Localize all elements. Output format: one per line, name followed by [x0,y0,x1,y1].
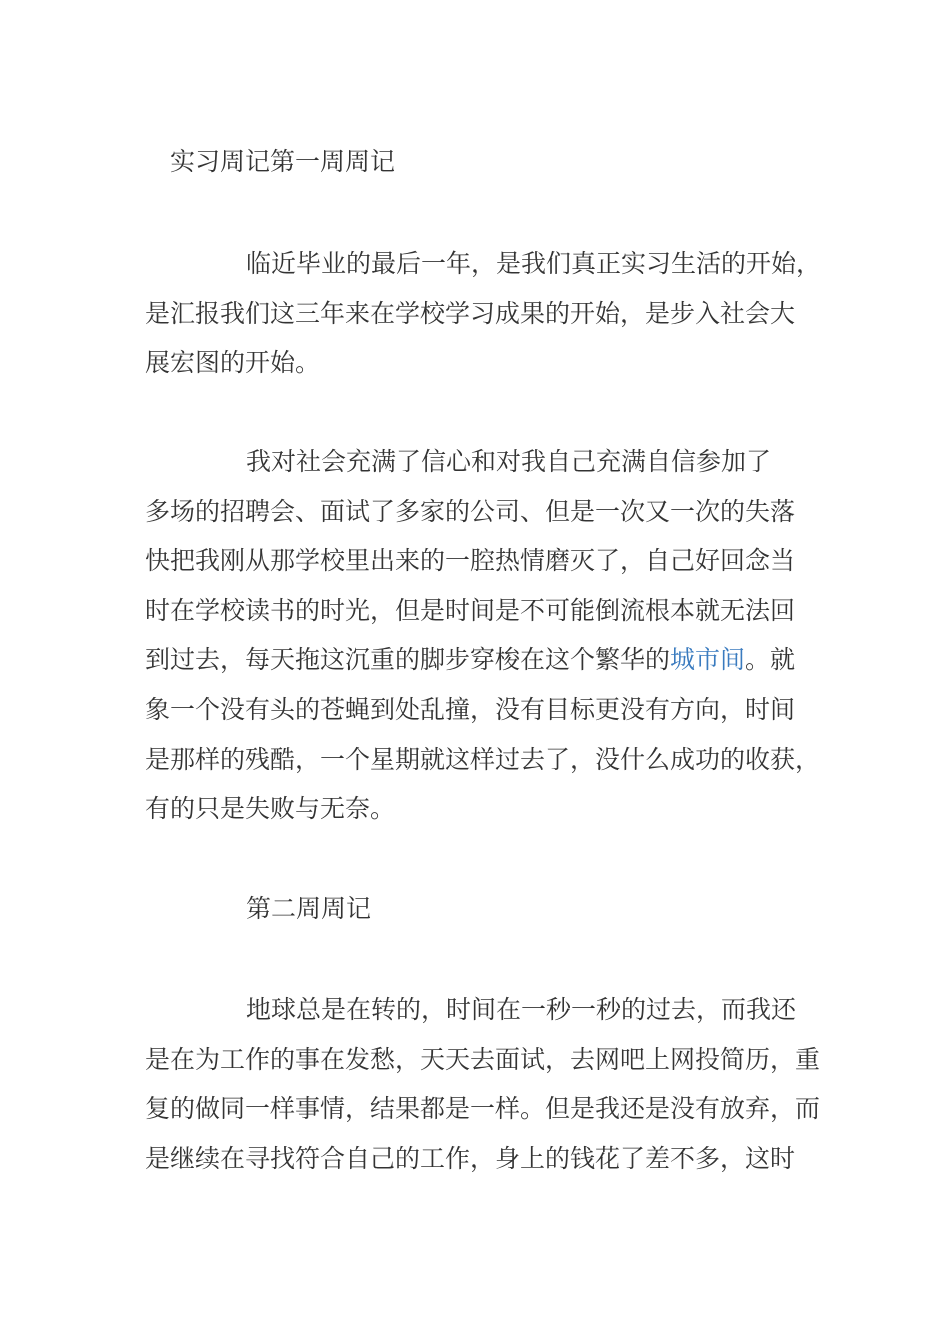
paragraph-line: 是那样的残酷，一个星期就这样过去了，没什么成功的收获， [145,744,821,774]
line-text: 。就 [745,645,796,675]
paragraph-line: 快把我刚从那学校里出来的一腔热情磨灭了，自己好回念当 [145,546,796,576]
paragraph-line: 我对社会充满了信心和对我自己充满自信参加了 [246,447,772,476]
paragraph-line: 象一个没有头的苍蝇到处乱撞，没有目标更没有方向，时间 [145,694,796,724]
document-title: 实习周记第一周周记 [170,147,396,176]
paragraph-line: 地球总是在转的，时间在一秒一秒的过去，而我还 [246,995,797,1024]
paragraph-3 [145,985,821,1183]
paragraph-2 [145,437,821,834]
paragraph-line: 时在学校读书的时光，但是时间是不可能倒流根本就无法回 [145,595,796,625]
section-heading-week2: 第二周周记 [246,894,372,923]
paragraph-line: 是继续在寻找符合自己的工作，身上的钱花了差不多，这时 [145,1143,796,1173]
city-link[interactable]: 城市间 [670,645,746,675]
paragraph-1 [145,239,822,388]
line-text: 到过去，每天拖这沉重的脚步穿梭在这个繁华的 [145,645,671,675]
paragraph-line: 复的做同一样事情，结果都是一样。但是我还是没有放弃，而 [145,1094,821,1124]
paragraph-line: 有的只是失败与无奈。 [145,794,396,824]
paragraph-line [145,635,813,685]
paragraph-line: 展宏图的开始。 [145,348,321,378]
paragraph-line: 是在为工作的事在发愁，天天去面试，去网吧上网投简历，重 [145,1044,821,1074]
paragraph-line: 是汇报我们这三年来在学校学习成果的开始，是步入社会大 [145,298,796,328]
paragraph-line: 多场的招聘会、面试了多家的公司、但是一次又一次的失落 [145,496,796,526]
paragraph-line: 临近毕业的最后一年，是我们真正实习生活的开始， [246,249,822,278]
